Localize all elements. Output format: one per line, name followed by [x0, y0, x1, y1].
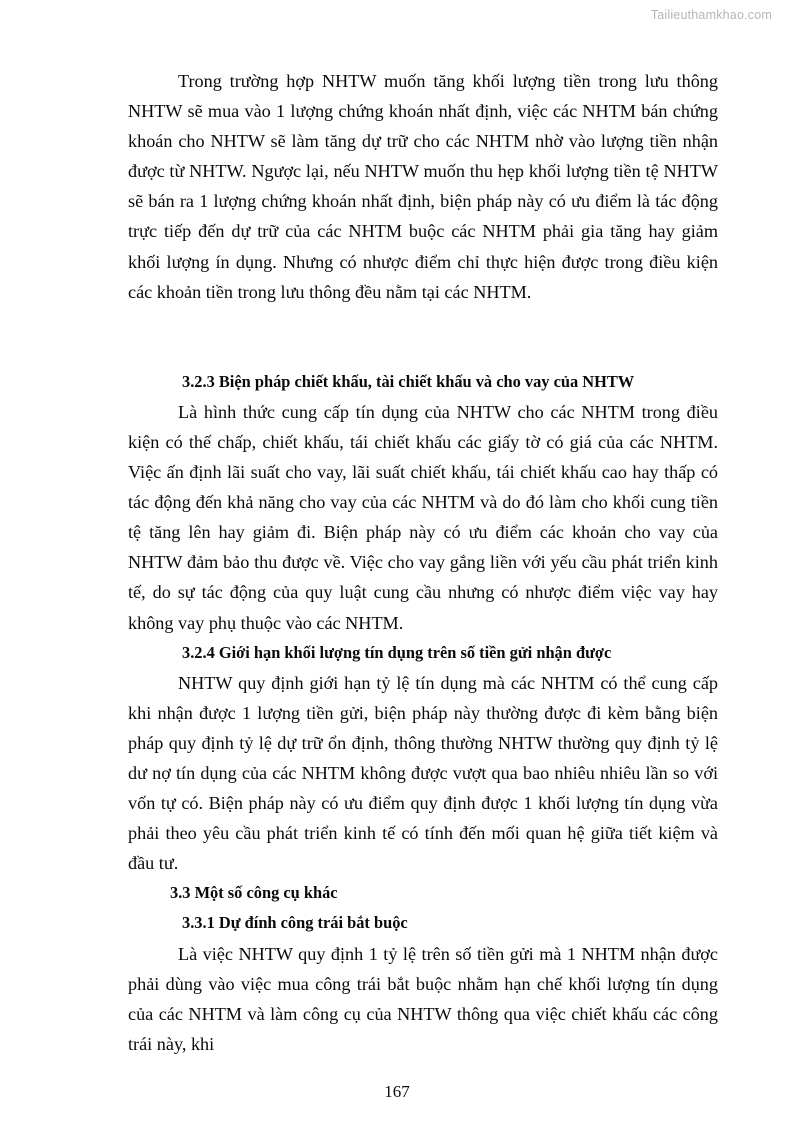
heading-3-2-3: 3.2.3 Biện pháp chiết khấu, tài chiết khấu và cho vay của NHTW — [182, 371, 635, 391]
heading-3-3-1: 3.3.1 Dự đính công trái bắt buộc — [182, 913, 408, 933]
heading-3-2-4: 3.2.4 Giới hạn khối lượng tín dụng trên số tiền gửi nhận được — [182, 642, 612, 662]
page-number: 167 — [384, 1082, 410, 1101]
heading-3-3: 3.3 Một số công cụ khác — [170, 883, 338, 903]
paragraph-3: NHTW quy định giới hạn tỷ lệ tín dụng mà các NHTM có thể cung cấp khi nhận được 1 lượng tiền gửi, biện pháp này thường được đi kèm bằng biện pháp quy định tỷ lệ dự trữ ổn định, thông thường NHTW thường quy định tỷ lệ dư nợ tín dụng của các NHTM không được vượt qua bao nhiêu nhiêu lần so với vốn tự có. Biện pháp này có ưu điểm quy định được 1 khối lượng tín dụng vừa phải theo yêu cầu phát triển kinh tế có tính đến mối quan hệ giữa tiết kiệm và đầu tư. — [128, 672, 718, 874]
page-content — [128, 66, 718, 1059]
paragraph-2: Là hình thức cung cấp tín dụng của NHTW cho các NHTM trong điều kiện có thế chấp, chiết khấu, tái chiết khấu các giấy tờ có giá của các NHTM. Việc ấn định lãi suất cho vay, lãi suất chiết khấu, tái chiết khấu cao hay thấp có tác động đến khả năng cho vay của các NHTM và do đó làm cho khối cung tiền tệ tăng lên hay giảm đi. Biện pháp này có ưu điểm các khoản cho vay của NHTW đảm bảo thu được về. Việc cho vay gắng liền với yếu cầu phát triển kinh tế, do sự tác động của quy luật cung cầu nhưng có nhược điểm việc vay hay không vay phụ thuộc vào các NHTM. — [128, 401, 718, 633]
paragraph-1: Trong trường hợp NHTW muốn tăng khối lượng tiền trong lưu thông NHTW sẽ mua vào 1 lượng chứng khoán nhất định, việc các NHTM bán chứng khoán cho NHTW sẽ làm tăng dự trữ cho các NHTM nhờ vào lượng tiền nhận được từ NHTW. Ngược lại, nếu NHTW muốn thu hẹp khối lượng tiền tệ NHTW sẽ bán ra 1 lượng chứng khoán nhất định, biện pháp này có ưu điểm là tác động trực tiếp đến dự trữ của các NHTM buộc các NHTM phải gia tăng hay giảm khối lượng ín dụng. Nhưng có nhược điểm chỉ thực hiện được trong điều kiện các khoản tiền trong lưu thông đều nằm tại các NHTM. — [128, 71, 718, 302]
section-spacer — [128, 307, 718, 367]
paragraph-4: Là việc NHTW quy định 1 tỷ lệ trên số tiền gửi mà 1 NHTM nhận được phải dùng vào việc mua công trái bắt buộc nhằm hạn chế khối lượng tín dụng của các NHTM và làm công cụ của NHTW thông qua việc chiết khấu các công trái này, khi — [128, 943, 718, 1054]
site-watermark: Tailieuthamkhao.com — [650, 8, 772, 22]
